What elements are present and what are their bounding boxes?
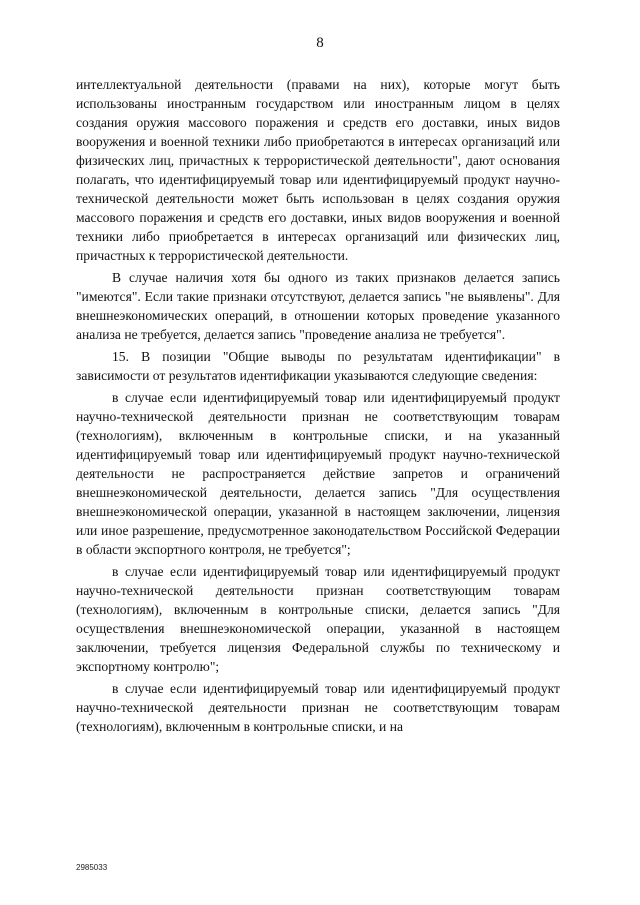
document-code: 2985033 <box>76 863 108 872</box>
paragraph-case-controlled: в случае если идентифицируемый товар или идентифицируемый продукт научно-технической деятельности признан соответствующим товарам (технологиям), включенным в контрольные списки, делается запись "Для осуществления внешнеэкономической операции, указанной в настоящем заключении, требуется лицензия Федеральной службы по техническому и экспортному контролю"; <box>76 564 560 674</box>
page-number: 8 <box>316 35 324 51</box>
document-body <box>76 75 560 739</box>
paragraph-item-15: 15. В позиции "Общие выводы по результатам идентификации" в зависимости от результатов идентификации указываются следующие сведения: <box>76 349 560 383</box>
paragraph-case-not-controlled: в случае если идентифицируемый товар или идентифицируемый продукт научно-технической деятельности признан не соответствующим товарам (технологиям), включенным в контрольные списки, и на указанный идентифицируемый товар или идентифицируемый продукт научно-технической деятельности не распространяется действие запретов и ограничений внешнеэкономической деятельности, делается запись "Для осуществления внешнеэкономической операции, указанной в настоящем заключении, лицензия или иное разрешение, предусмотренное законодательством Российской Федерации в области экспортного контроля, не требуется"; <box>76 390 560 557</box>
paragraph-signs-record: В случае наличия хотя бы одного из таких признаков делается запись "имеются". Если такие признаки отсутствуют, делается запись "не выявлены". Для внешнеэкономических операций, в отношении которых проведение указанного анализа не требуется, делается запись "проведение анализа не требуется". <box>76 270 560 342</box>
paragraph-continued: интеллектуальной деятельности (правами на них), которые могут быть использованы иностранным государством или иностранным лицом в целях создания оружия массового поражения и средств его доставки, иных видов вооружения и военной техники либо приобретаются в интересах организаций или физических лиц, причастных к террористической деятельности", дают основания полагать, что идентифицируемый товар или идентифицируемый продукт научно-технической деятельности может быть использован в целях создания оружия массового поражения и средств его доставки, иных видов вооружения и военной техники либо приобретается в интересах организаций или физических лиц, причастных к террористической деятельности. <box>76 77 560 263</box>
paragraph-case-not-controlled-continued: в случае если идентифицируемый товар или идентифицируемый продукт научно-технической деятельности признан не соответствующим товарам (технологиям), включенным в контрольные списки, и на <box>76 681 560 734</box>
